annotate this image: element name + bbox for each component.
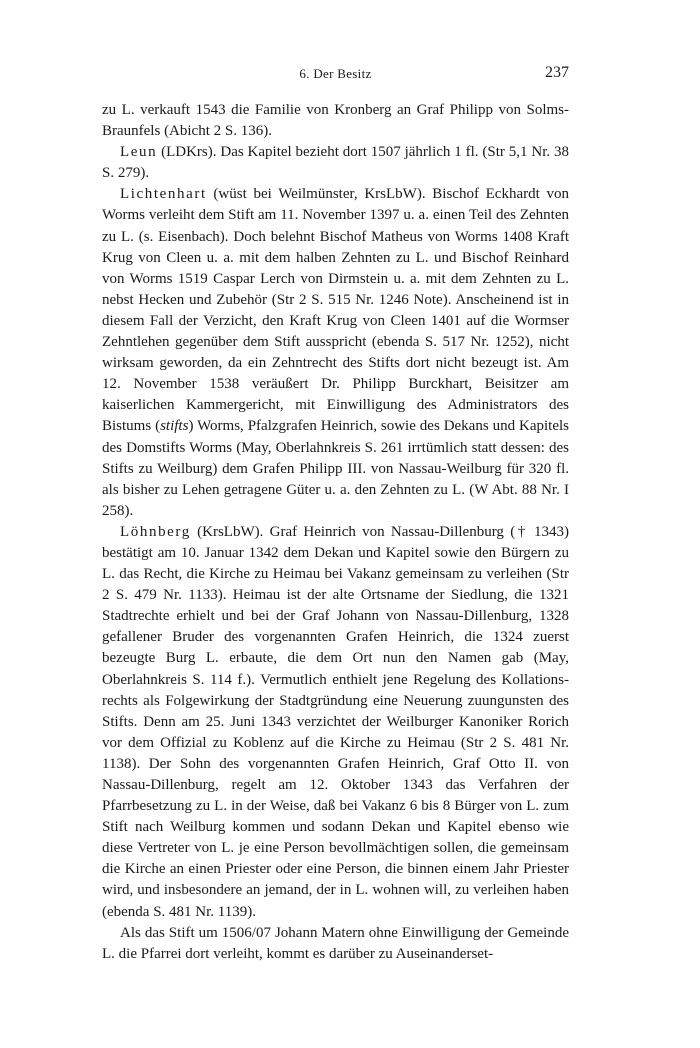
paragraph bbox=[102, 522, 569, 923]
paragraph bbox=[102, 142, 569, 184]
text-run: (LDKrs). Das Kapitel bezieht dort 1507 jährlich 1 fl. (Str 5,1 Nr. 38 S. 279). bbox=[102, 144, 569, 182]
text-run: zu L. verkauft 1543 die Familie von Kronberg an Graf Philipp von Solms-Braunfels (Abicht 2 S. 136). bbox=[102, 102, 569, 140]
body-text bbox=[102, 100, 569, 965]
text-run: (wüst bei Weilmünster, KrsLbW). Bischof Eckhardt von Worms verleiht dem Stift am 11. November 1397 u. a. einen Teil des Zehnten zu L. (s. Eisenbach). Doch belehnt Bischof Matheus von Worms 1408 Kraft Krug von Cleen u. a. mit dem halben Zehnten zu L. und Bischof Reinhard von Worms 1519 Caspar Lerch von Dirmstein u. a. mit dem Zehnten zu L. nebst Hecken und Zubehör (Str 2 S. 515 Nr. 1246 Note). Anscheinend ist in diesem Fall der Verzicht, den Kraft Krug von Cleen 1401 auf die Wormser Zehntlehen gegenüber dem Stift ausspricht (ebenda S. 517 Nr. 1252), nicht wirksam geworden, da ein Zehntrecht des Stifts dort nicht bezeugt ist. Am 12. November 1538 veräußert Dr. Philipp Burckhart, Beisitzer am kaiserlichen Kammergericht, mit Einwilligung des Administrators des Bistums ( bbox=[102, 186, 569, 435]
place-name: Leun bbox=[120, 144, 158, 161]
text-run: ) Worms, Pfalzgrafen Heinrich, sowie des Dekans und Kapitels des Domstifts Worms (May, Oberlahnkreis S. 261 irrtümlich statt dessen: des Stifts zu Weilburg) dem Grafen Philipp III. von Nassau-Weilburg für 320 fl. als bisher zu Lehen getragene Güter u. a. den Zehnten zu L. (W Abt. 88 Nr. I 258). bbox=[102, 418, 569, 519]
italic-term: stifts bbox=[160, 418, 189, 435]
place-name: Löhnberg bbox=[120, 523, 191, 540]
text-run: (KrsLbW). Graf Heinrich von Nassau-Dillenburg († 1343) bestätigt am 10. Januar 1342 dem Dekan und Kapitel sowie den Bürgern zu L. das Recht, die Kirche zu Heimau bei Vakanz gemeinsam zu verleihen (Str 2 S. 479 Nr. 1133). Heimau ist der alte Ortsname der Siedlung, die 1321 Stadtrechte erhielt und bei der Graf Johann von Nassau-Dillenburg, 1328 gefallener Bruder des vorgenannten Grafen Heinrich, die 1324 zuerst bezeugte Burg L. erbaute, die dem Ort nun den Namen gab (May, Oberlahnkreis S. 114 f.). Vermutlich enthielt jene Regelung des Kollationsrechts als Folgewirkung der Stadtgründung eine Neuerung zuungunsten des Stifts. Denn am 25. Juni 1343 verzichtet der Weilburger Kanoniker Rorich vor dem Offizial zu Koblenz auf die Kirche zu Heimau (Str 2 S. 481 Nr. 1138). Der Sohn des vorgenannten Grafen Heinrich, Graf Otto II. von Nassau-Dillenburg, regelt am 12. Oktober 1343 das Verfahren der Pfarrbesetzung zu L. in der Weise, daß bei Vakanz 6 bis 8 Bürger von L. zum Stift nach Weilburg kommen und sodann Dekan und Kapitel ebenso wie diese Vertreter von L. je eine Person bevollmächtigen sollen, die gemeinsam die Kirche an einen Priester oder eine Person, die binnen einem Jahr Priester wird, und insbesondere an jemand, der in L. wohnen will, zu verleihen haben (ebenda S. 481 Nr. 1139). bbox=[102, 523, 569, 920]
page-number: 237 bbox=[545, 64, 569, 81]
place-name: Lichtenhart bbox=[120, 186, 207, 203]
paragraph bbox=[102, 100, 569, 142]
running-head: 6. Der Besitz bbox=[299, 66, 372, 81]
paragraph bbox=[102, 184, 569, 522]
text-run: Als das Stift um 1506/07 Johann Matern ohne Einwilligung der Gemeinde L. die Pfarrei dort verleiht, kommt es darüber zu Auseinanderset- bbox=[102, 924, 569, 962]
page-header bbox=[102, 64, 569, 86]
paragraph bbox=[102, 923, 569, 965]
